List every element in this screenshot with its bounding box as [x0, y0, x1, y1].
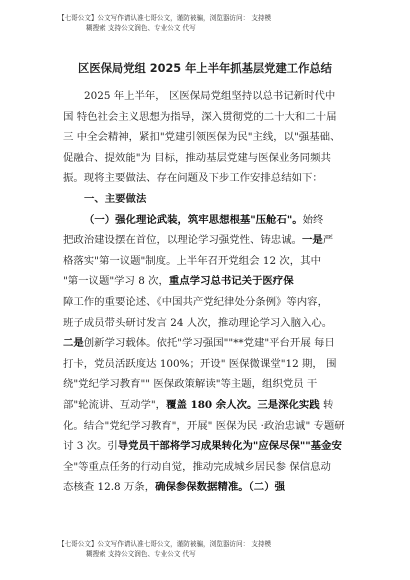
intro-line: 三 中全会精神，紧扣"党建引领医保为民"主线，以"强基础、 [63, 131, 341, 144]
body-line: 化。结合"党纪学习教育"，开展" 医保为民 ·政治忠诚" 专题研 [63, 419, 345, 432]
body-line: 格落实"第一议题"制度。上半年召开党组会 12 次，其中 [63, 254, 321, 267]
body-line [63, 271, 353, 292]
page-footer [58, 539, 358, 559]
intro-line: 促融合、提效能"为 目标，推动基层党建与医保业务同频共 [63, 151, 331, 164]
body-text: 态核查 12.8 万条， [63, 481, 156, 494]
body-text: 把政治建设摆在首位，以理论学习强党性、铸忠诚。 [63, 234, 302, 247]
intro-line: 振。现将主要做法、存在问题及下步工作安排总结如下： [63, 172, 323, 185]
subheading-text: （一）强化理论武装，筑牢思想根基"压舱石"。 [84, 213, 303, 226]
header-line-2: 糊搜索 支持公文润色、专业公文 代写 [86, 24, 196, 32]
header-line-1: 【七哥公文】公文写作请认准七哥公文，谨防被骗，浏览器访问： 支持模 [58, 14, 272, 22]
body-line: 障工作的重要论述、《中国共产党纪律处分条例》等内容， [63, 295, 328, 308]
body-text: 严 [322, 234, 334, 247]
body-line [63, 395, 353, 416]
bold-text: 重点学习总书记关于医疗保 [168, 275, 294, 288]
body-text: 部"轮流讲、互动学"， [63, 398, 167, 411]
body-text: 始终 [302, 213, 324, 226]
body-text: 讨 3 次。引 [63, 440, 118, 453]
body-line: 全"等重点任务的行动自觉，推动完成城乡居民参 保信息动 [63, 460, 331, 473]
footer-line-1: 【七哥公文】公文写作请认准七哥公文，谨防被骗，浏览器访问： 支持模 [58, 540, 272, 548]
bold-text: 三是深化实践 [257, 398, 320, 411]
body-line: 打卡，党员活跃度达 100%；开设" 医保微课堂"12 期， 围 [63, 357, 337, 370]
bold-text: 覆盖 180 余人次。 [166, 398, 258, 411]
bold-text: 一是 [301, 234, 323, 247]
body-line [63, 210, 353, 231]
body-line: 班子成员带头研讨发言 24 人次，推动理论学习入脑入心。 [63, 316, 333, 329]
body-text: "第一议题"学习 8 次， [63, 275, 169, 288]
document-body [63, 86, 353, 498]
body-line [63, 333, 353, 354]
body-line [63, 477, 353, 498]
body-text: 创新学习载体。依托"学习强国""**党建"平台开展 每日 [83, 337, 335, 350]
body-text: 转 [319, 398, 334, 411]
document-title: 区医保局党组 2025 年上半年抓基层党建工作总结 [78, 62, 332, 75]
bold-text: 导党员干部将学习成果转化为"应保尽保""基金安 [117, 440, 342, 453]
bold-text: 确保参保数据精准。（二）强 [155, 481, 285, 494]
body-line [63, 436, 353, 457]
body-line [63, 230, 353, 251]
section-heading: 一、主要做法 [84, 192, 147, 205]
intro-line: 国 特色社会主义思想为指导，深入贯彻党的二十大和二十届 [63, 110, 337, 123]
page-header [58, 13, 358, 33]
body-line: 绕"党纪学习教育"" 医保政策解读"等主题，组织党员 干 [63, 378, 318, 391]
intro-line: 2025 年上半年， 区医保局党组坚持以总书记新时代中 [84, 90, 336, 102]
footer-line-2: 糊搜索 支持公文润色、专业公文 代写 [86, 550, 196, 558]
bold-text: 二是 [63, 337, 84, 350]
